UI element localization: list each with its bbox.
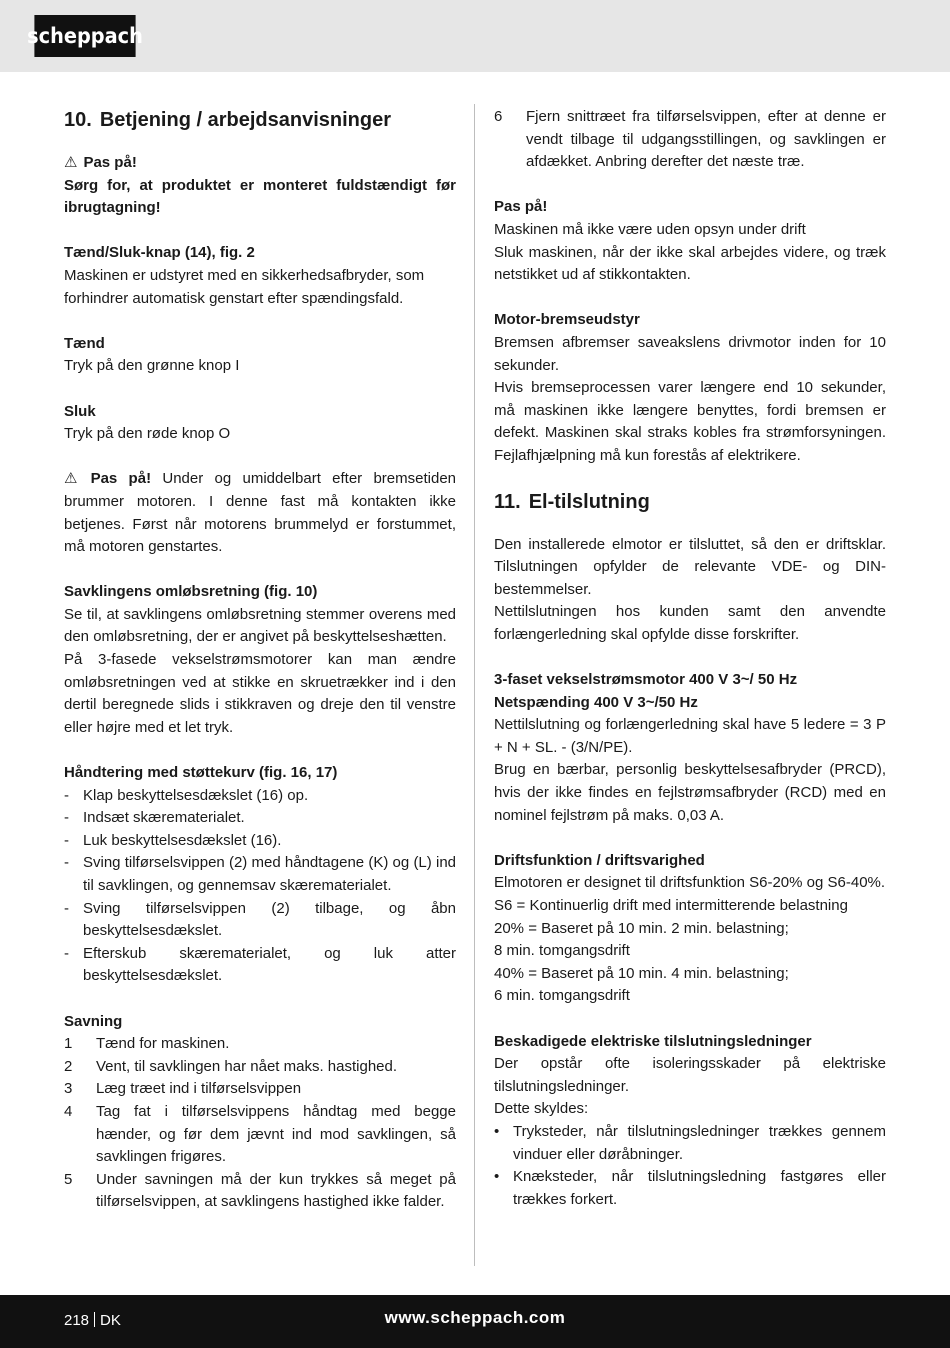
warning-title: ⚠ Pas på!	[64, 154, 137, 171]
list-item: 2 Vent, til savklingen har nået maks. hastighed.	[64, 1057, 398, 1075]
on-text: Tryk på den grønne knop I	[64, 357, 240, 375]
list-item: • Knæksteder, når tilslutningsledning fastgøres eller trækkes forkert.	[494, 1168, 886, 1208]
damage-text-2: Dette skyldes:	[494, 1100, 589, 1118]
rotation-text-1: Se til, at savklingens omløbsretning stemmer overens med den omløbsretning, der er angivet på beskyttelseshætten.	[64, 605, 456, 646]
left-column	[64, 106, 456, 1214]
list-item: - Indsæt skærematerialet.	[64, 809, 245, 827]
section-heading-10: 10. Betjening / arbejdsanvisninger	[64, 109, 391, 131]
list-item: - Klap beskyttelsesdækslet (16) op.	[64, 786, 309, 804]
warning-triangle-icon: ⚠	[64, 154, 78, 171]
motor-title-2: Netspænding 400 V 3~/50 Hz	[494, 693, 698, 711]
brake-title: Motor-bremseudstyr	[494, 311, 640, 329]
page-number: 218 DK	[64, 1312, 121, 1329]
warning-text-1: Maskinen må ikke være uden opsyn under drift	[494, 220, 806, 238]
list-item: - Luk beskyttelsesdækslet (16).	[64, 831, 282, 849]
damage-text-1: Der opstår ofte isoleringsskader på elektriske tilslutningsledninger.	[494, 1055, 886, 1095]
list-item: 5 Under savningen må der kun trykkes så meget på tilførselsvippen, at savklingens hastighed ikke falder.	[64, 1170, 456, 1211]
list-item: 6 Fjern snittræet fra tilførselsvippen, efter at denne er vendt tilbage til udgangsstillingen, og savklingen er afdækket. Anbring derefter det næste træ.	[494, 108, 886, 171]
section-heading-11: 11. El-tilslutning	[494, 490, 650, 513]
electric-text-2: Nettilslutningen hos kunden samt den anvendte forlængerledning skal opfylde disse forskrifter.	[494, 603, 886, 643]
motor-title-1: 3-faset vekselstrømsmotor 400 V 3~/ 50 Hz	[494, 671, 798, 689]
warning-title: Pas på!	[494, 198, 548, 216]
column-divider	[474, 104, 475, 1266]
switch-title: Tænd/Sluk-knap (14), fig. 2	[64, 244, 255, 262]
brake-text-2: Hvis bremseprocessen varer længere end 10 sekunder, må maskinen ikke længere benyttes, fordi bremsen er defekt. Maskinen skal straks kobles fra strømforsyningen. Fejlafhjælpning må kun forestås af elektrikere.	[494, 379, 886, 464]
list-item: • Tryksteder, når tilslutningsledninger trækkes gennem vinduer eller døråbninger.	[494, 1122, 886, 1163]
duty-line: 40% = Baseret på 10 min. 4 min. belastning;	[494, 964, 789, 982]
duty-title: Driftsfunktion / driftsvarighed	[494, 851, 705, 869]
duty-line: 20% = Baseret på 10 min. 2 min. belastning;	[494, 919, 789, 937]
on-title: Tænd	[64, 334, 105, 352]
warning-text-2: Sluk maskinen, når der ikke skal arbejdes videre, og træk netstikket ud af stikkontakten.	[494, 243, 886, 284]
rotation-text-2: På 3-fasede vekselstrømsmotorer kan man ændre omløbsretningen ved at stikke en skruetrækker ind i den dertil beregnede slids i stikkraven og dreje den til venstre eller højre med et let tryk.	[64, 651, 456, 736]
list-item: 3 Læg træet ind i tilførselsvippen	[64, 1080, 302, 1098]
sawing-list	[64, 1033, 456, 1214]
website-url: www.scheppach.com	[384, 1308, 566, 1327]
damage-title: Beskadigede elektriske tilslutningsledninger	[494, 1032, 812, 1050]
motor-text-2: Brug en bærbar, personlig beskyttelsesafbryder (PRCD), hvis der ikke findes en fejlstrømsafbryder (RCD) med en nominel fejlstrøm på maks. 0,03 A.	[494, 761, 886, 824]
scheppach-logo: scheppach	[34, 15, 135, 57]
duty-line: S6 = Kontinuerlig drift med intermitterende belastning	[494, 897, 848, 914]
header-band	[0, 0, 950, 72]
warning-text: Sørg for, at produktet er monteret fuldstændigt før ibrugtagning!	[64, 176, 456, 217]
motor-text-1: Nettilslutning og forlængerledning skal have 5 ledere = 3 P + N + SL. - (3/N/PE).	[494, 716, 886, 756]
brake-text-1: Bremsen afbremser saveakslens drivmotor inden for 10 sekunder.	[494, 333, 886, 374]
sawing-list-continued	[494, 106, 886, 174]
list-item: - Efterskub skærematerialet, og luk atter beskyttelsesdækslet.	[64, 944, 456, 985]
list-item: 1 Tænd for maskinen.	[64, 1035, 230, 1053]
sawing-title: Savning	[64, 1012, 123, 1030]
damage-list	[494, 1121, 886, 1211]
off-title: Sluk	[64, 402, 96, 420]
warning-triangle-icon: ⚠	[64, 470, 85, 488]
basket-title: Håndtering med støttekurv (fig. 16, 17)	[64, 764, 338, 782]
footer-band	[0, 1295, 950, 1348]
list-item: - Sving tilførselsvippen (2) med håndtagene (K) og (L) ind til savklingen, og gennemsav skærematerialet.	[64, 854, 456, 894]
duty-line: 6 min. tomgangsdrift	[494, 987, 630, 1005]
list-item: 4 Tag fat i tilførselsvippens håndtag med begge hænder, og før dem jævnt ind mod savklingen, så savklingen frigøres.	[64, 1102, 456, 1166]
basket-list	[64, 785, 456, 988]
off-text: Tryk på den røde knop O	[64, 425, 231, 443]
switch-text: Maskinen er udstyret med en sikkerhedsafbryder, som forhindrer automatisk genstart efter spændingsfald.	[64, 266, 425, 307]
rotation-title: Savklingens omløbsretning (fig. 10)	[64, 583, 318, 601]
right-column	[494, 106, 886, 1211]
duty-line: Elmotoren er designet til driftsfunktion S6-20% og S6-40%.	[494, 874, 886, 892]
warning-brake-text: ⚠ Pas på! Under og umiddelbart efter bremsetiden brummer motoren. I denne fast må kontakten ikke betjenes. Først når motorens brummelyd er forstummet, må motoren genstartes.	[64, 470, 456, 556]
list-item: - Sving tilførselsvippen (2) tilbage, og åbn beskyttelsesdækslet.	[64, 899, 456, 940]
electric-text-1: Den installerede elmotor er tilsluttet, så den er driftsklar. Tilslutningen opfylder de relevante VDE- og DIN-bestemmelser.	[494, 535, 886, 598]
duty-line: 8 min. tomgangsdrift	[494, 942, 630, 960]
